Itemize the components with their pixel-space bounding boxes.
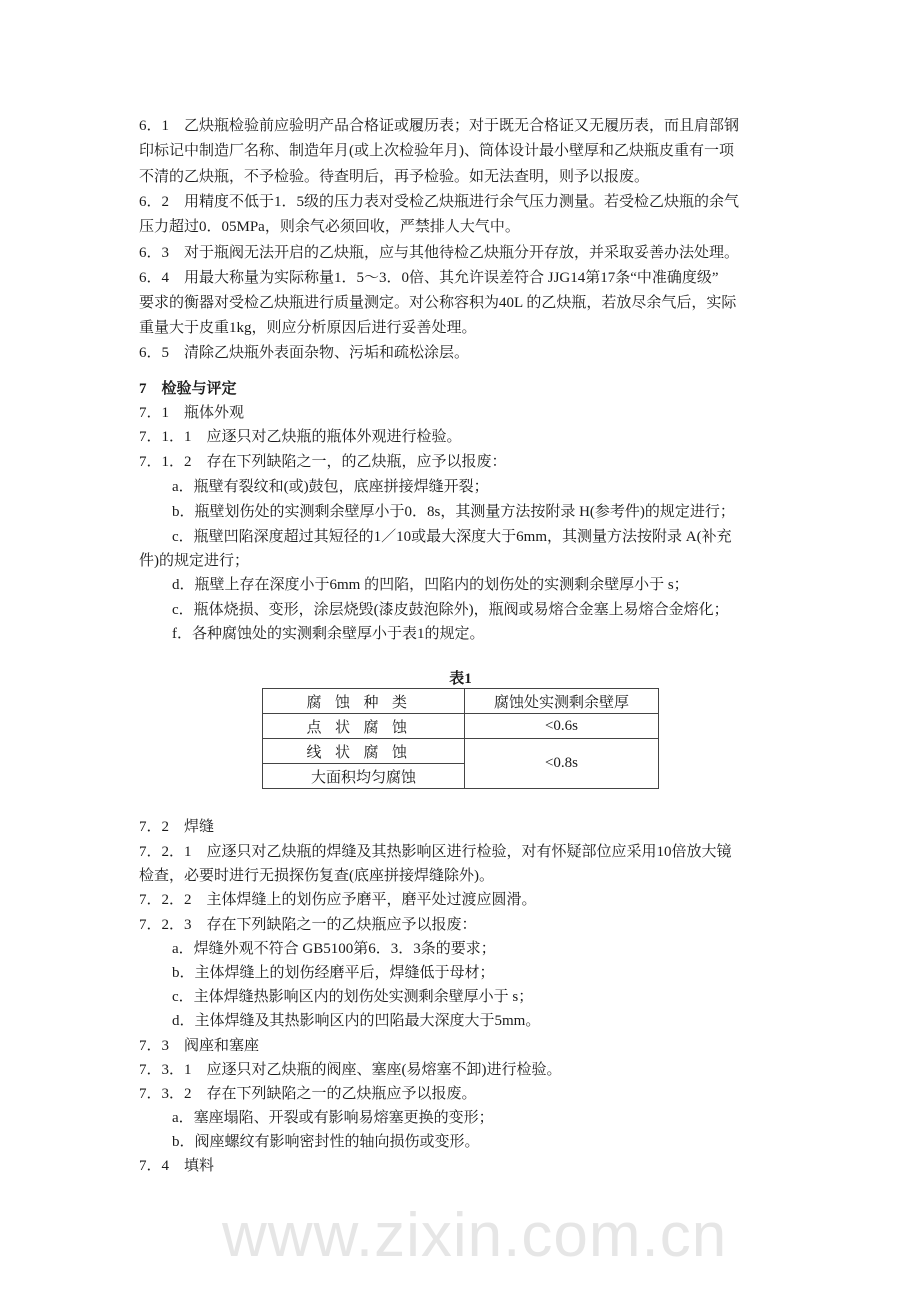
para-6-4-cont: 重量大于皮重1kg，则应分析原因后进行妥善处理。 — [139, 320, 477, 336]
para-6-1-cont: 印标记中制造厂名称、制造年月(或上次检验年月)、筒体设计最小壁厚和乙炔瓶皮重有一项 — [139, 143, 734, 159]
list-item: b．主体焊缝上的划伤经磨平后，焊缝低于母材； — [172, 965, 495, 981]
watermark: www.zixin.com.cn — [222, 1201, 728, 1270]
para-7-2-1: 7．2．1 应逐只对乙炔瓶的焊缝及其热影响区进行检验，对有怀疑部位应采用10倍放大镜 — [139, 844, 732, 860]
section-7-heading: 7 检验与评定 — [139, 381, 237, 397]
table-caption: 表1 — [449, 671, 472, 687]
list-item: a．焊缝外观不符合 GB5100第6．3．3条的要求； — [172, 941, 496, 957]
para-7-1-2: 7．1．2 存在下列缺陷之一，的乙炔瓶，应予以报废： — [139, 454, 507, 470]
table-cell: 线状腐蚀 — [263, 739, 465, 764]
heading-7-4: 7．4 填料 — [139, 1158, 215, 1174]
para-6-4: 6．4 用最大称量为实际称量1．5～3．0倍、其允许误差符合 JJG14第17条“中准确度级” — [139, 270, 719, 286]
table-cell: <0.6s — [465, 714, 659, 739]
para-7-3-2: 7．3．2 存在下列缺陷之一的乙炔瓶应予以报废。 — [139, 1086, 477, 1102]
table-cell: 大面积均匀腐蚀 — [263, 764, 465, 789]
table-header-row — [263, 689, 659, 714]
para-6-5: 6．5 清除乙炔瓶外表面杂物、污垢和疏松涂层。 — [139, 345, 470, 361]
para-6-1: 6．1 乙炔瓶检验前应验明产品合格证或履历表；对于既无合格证又无履历表，而且肩部钢 — [139, 118, 740, 134]
para-6-2-cont: 压力超过0．05MPa，则余气必须回收，严禁排人大气中。 — [139, 219, 520, 235]
list-item-cont: 件)的规定进行； — [139, 553, 249, 569]
table-cell: 点状腐蚀 — [263, 714, 465, 739]
para-7-2-1-cont: 检查，必要时进行无损探伤复查(底座拼接焊缝除外)。 — [139, 868, 494, 884]
heading-7-3: 7．3 阀座和塞座 — [139, 1038, 260, 1054]
corrosion-table — [262, 688, 659, 789]
list-item: c．主体焊缝热影响区内的划伤处实测剩余壁厚小于 s； — [172, 989, 534, 1005]
para-7-1-1: 7．1．1 应逐只对乙炔瓶的瓶体外观进行检验。 — [139, 429, 462, 445]
para-6-4-cont: 要求的衡器对受检乙炔瓶进行质量测定。对公称容积为40L 的乙炔瓶，若放尽余气后，实际 — [139, 295, 737, 311]
heading-7-1: 7．1 瓶体外观 — [139, 405, 245, 421]
para-7-2-3: 7．2．3 存在下列缺陷之一的乙炔瓶应予以报废： — [139, 917, 477, 933]
list-item: b．阀座螺纹有影响密封性的轴向损伤或变形。 — [172, 1134, 480, 1150]
para-7-2-2: 7．2．2 主体焊缝上的划伤应予磨平，磨平处过渡应圆滑。 — [139, 892, 537, 908]
list-item: f．各种腐蚀处的实测剩余壁厚小于表1的规定。 — [172, 626, 485, 642]
list-item: c．瓶壁凹陷深度超过其短径的1／10或最大深度大于6mm，其测量方法按附录 A(补充 — [172, 529, 732, 545]
list-item: a．瓶壁有裂纹和(或)鼓包，底座拼接焊缝开裂； — [172, 479, 489, 495]
list-item: d．瓶壁上存在深度小于6mm 的凹陷，凹陷内的划伤处的实测剩余壁厚小于 s； — [172, 577, 689, 593]
list-item: a．塞座塌陷、开裂或有影响易熔塞更换的变形； — [172, 1110, 494, 1126]
table-header-cell: 腐蚀种类 — [263, 689, 465, 714]
para-6-1-cont: 不清的乙炔瓶，不予检验。待查明后，再予检验。如无法查明，则予以报废。 — [139, 169, 650, 185]
list-item: b．瓶壁划伤处的实测剩余壁厚小于0．8s，其测量方法按附录 H(参考件)的规定进行； — [172, 504, 735, 520]
table-row — [263, 714, 659, 739]
heading-7-2: 7．2 焊缝 — [139, 819, 215, 835]
table-header-cell: 腐蚀处实测剩余壁厚 — [465, 689, 659, 714]
para-6-2: 6．2 用精度不低于1．5级的压力表对受检乙炔瓶进行余气压力测量。若受检乙炔瓶的余气 — [139, 194, 740, 210]
list-item: c．瓶体烧损、变形，涂层烧毁(漆皮鼓泡除外)，瓶阀或易熔合金塞上易熔合金熔化； — [172, 602, 729, 618]
para-7-3-1: 7．3．1 应逐只对乙炔瓶的阀座、塞座(易熔塞不卸)进行检验。 — [139, 1062, 562, 1078]
table-cell: <0.8s — [465, 739, 659, 789]
table-row — [263, 739, 659, 764]
list-item: d．主体焊缝及其热影响区内的凹陷最大深度大于5mm。 — [172, 1013, 541, 1029]
para-6-3: 6．3 对于瓶阀无法开启的乙炔瓶，应与其他待检乙炔瓶分开存放，并采取妥善办法处理。 — [139, 245, 740, 261]
